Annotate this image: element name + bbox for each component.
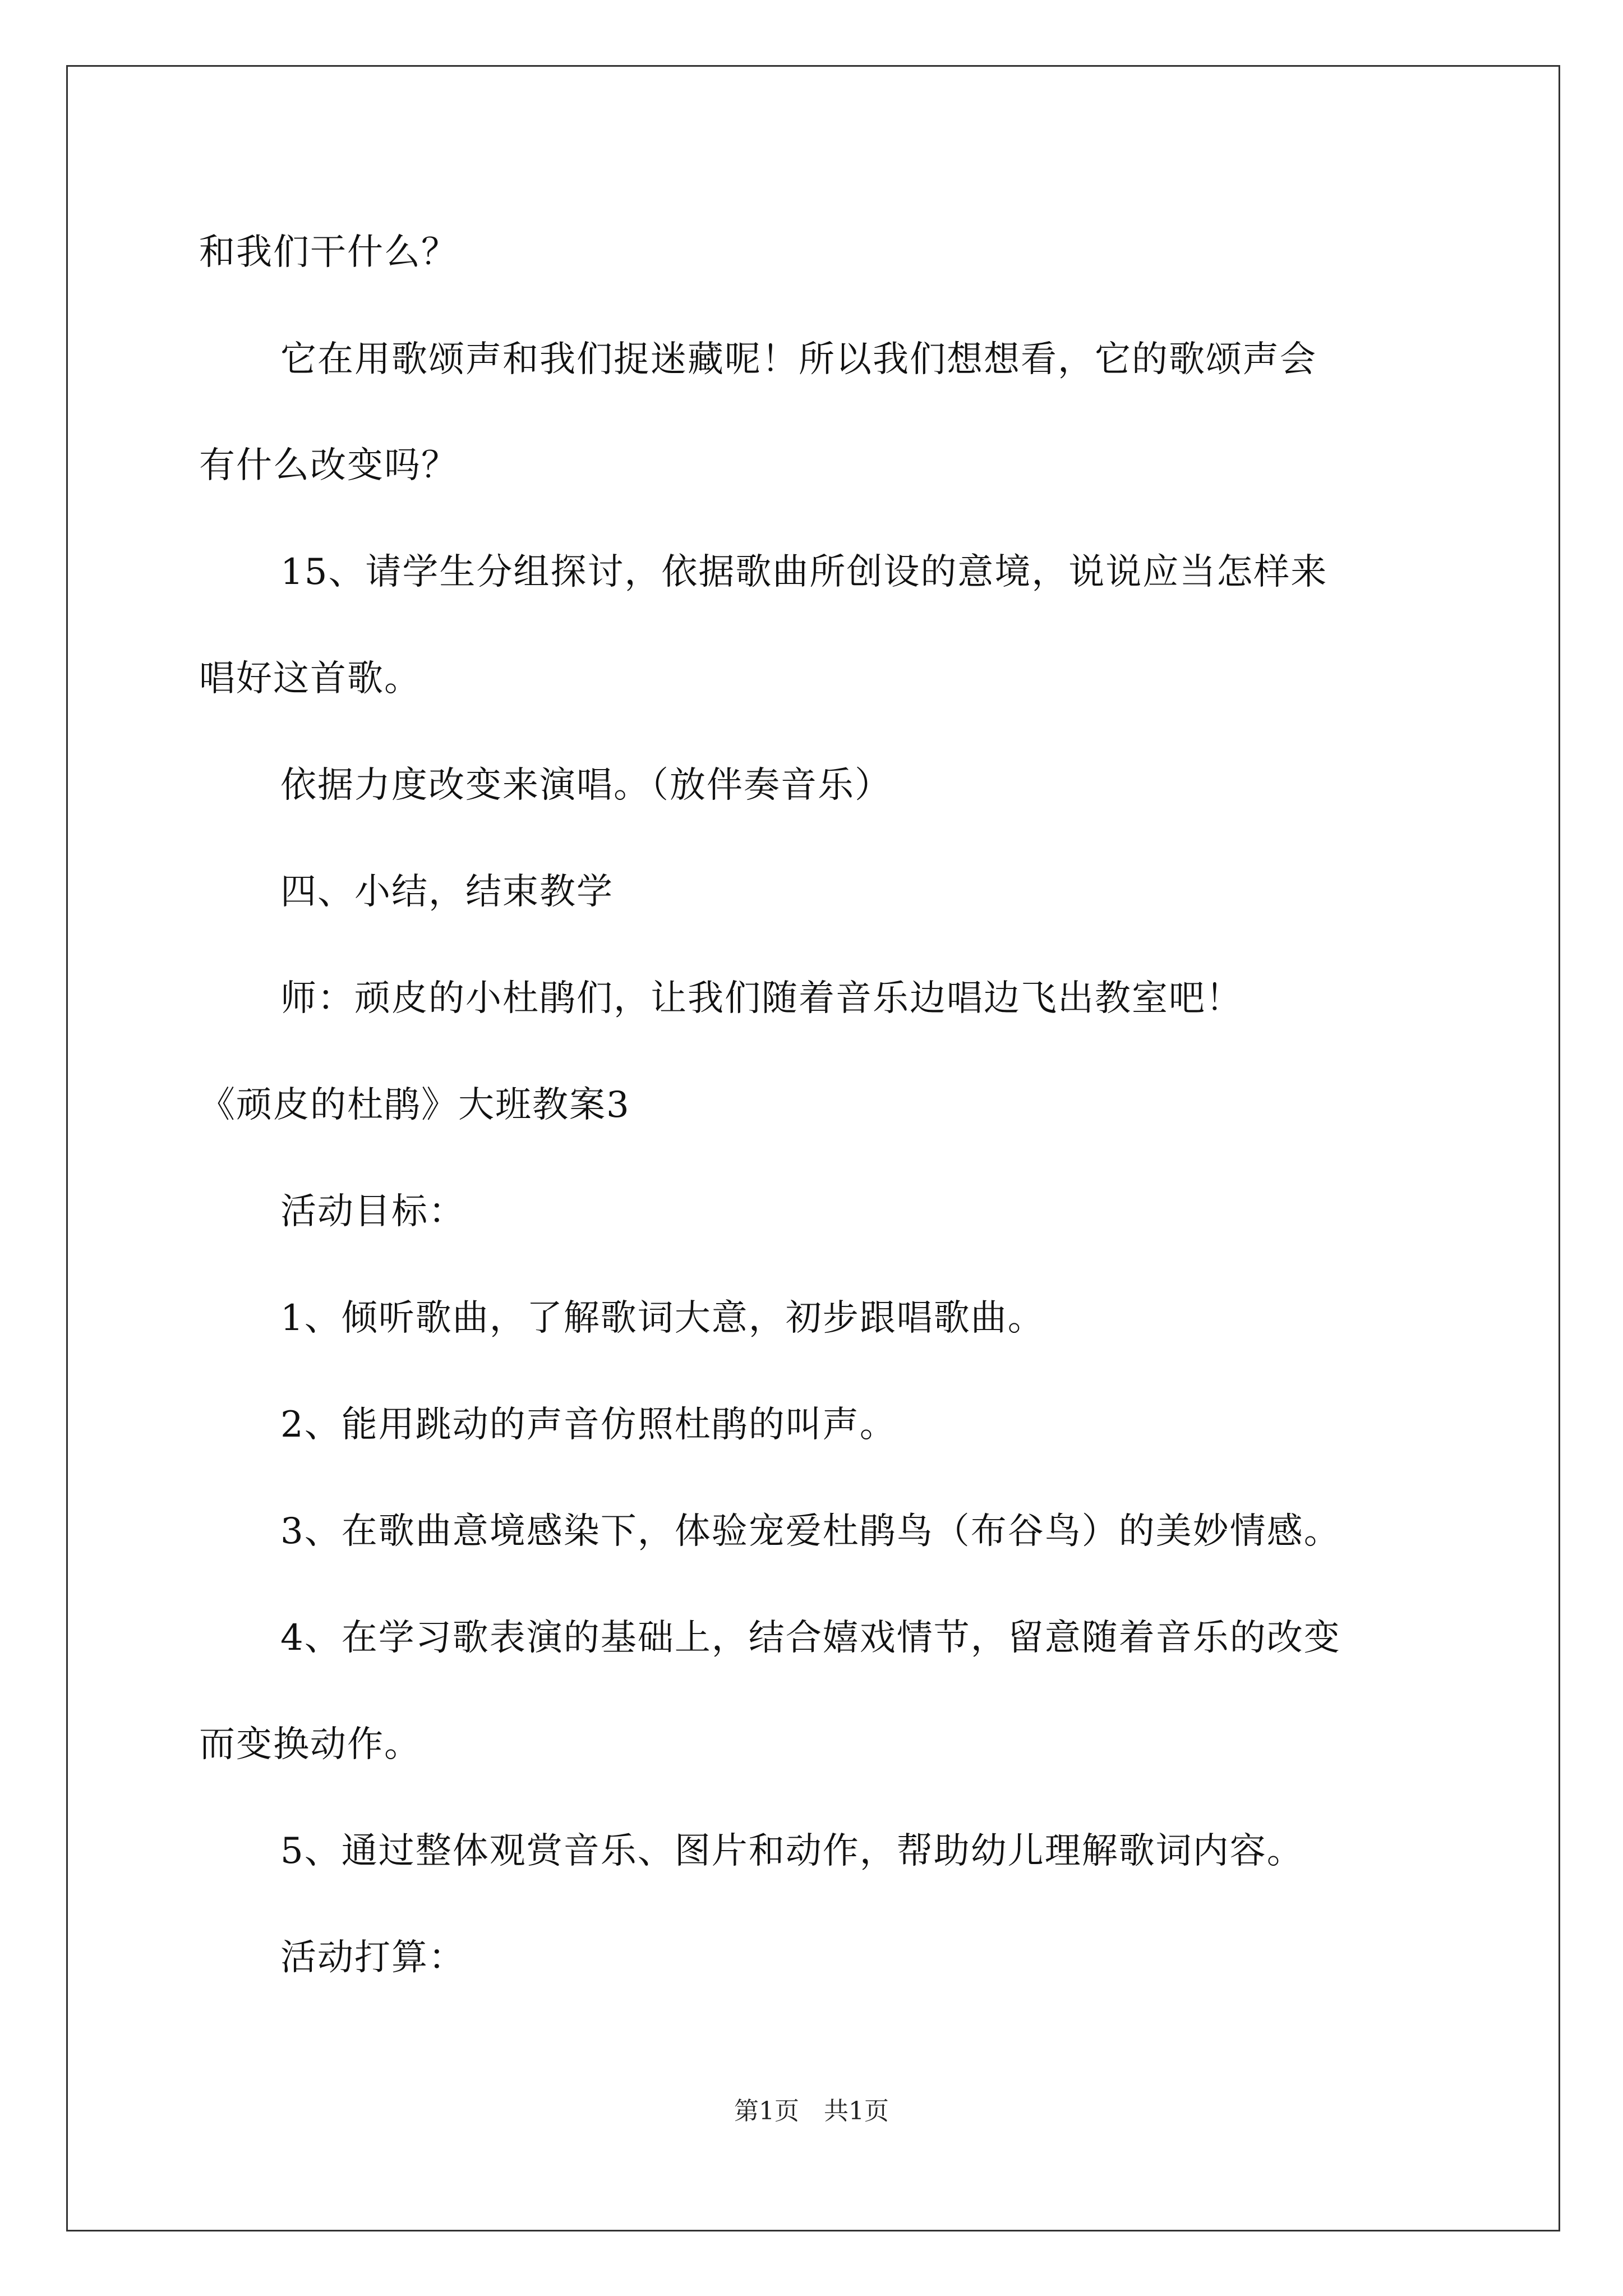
- text-line-5: 唱好这首歌。: [199, 658, 421, 700]
- goal-item-4: 4、在学习歌表演的基础上，结合嬉戏情节，留意随着音乐的改变: [280, 1617, 1341, 1659]
- goal-item-1: 1、倾听歌曲，了解歌词大意，初步跟唱歌曲。: [280, 1297, 1045, 1339]
- text-line-1: 和我们干什么？: [199, 232, 458, 273]
- goal-item-4-continued: 而变换动作。: [199, 1724, 421, 1765]
- page-border: [66, 65, 1560, 2231]
- text-line-6: 依据力度改变来演唱。（放伴奏音乐）: [280, 765, 892, 806]
- section-heading-summary: 四、小结，结束教学: [280, 871, 614, 913]
- page-footer: 第1页 共1页: [734, 2097, 889, 2125]
- text-line-3: 有什么改变吗？: [199, 445, 458, 486]
- text-line-4: 15、请学生分组探讨，依据歌曲所创设的意境，说说应当怎样来: [280, 551, 1328, 593]
- goal-item-3: 3、在歌曲意境感染下，体验宠爱杜鹃鸟（布谷鸟）的美妙情感。: [280, 1511, 1341, 1552]
- section-heading-preparation: 活动打算：: [280, 1937, 465, 1978]
- section-heading-goals: 活动目标：: [280, 1191, 465, 1232]
- text-line-8: 师：顽皮的小杜鹃们，让我们随着音乐边唱边飞出教室吧！: [280, 978, 1243, 1019]
- text-line-2: 它在用歌颂声和我们捉迷藏呢！所以我们想想看，它的歌颂声会: [280, 339, 1317, 380]
- goal-item-5: 5、通过整体观赏音乐、图片和动作，帮助幼儿理解歌词内容。: [280, 1830, 1304, 1872]
- lesson-title: 《顽皮的杜鹃》大班教案3: [199, 1084, 630, 1126]
- goal-item-2: 2、能用跳动的声音仿照杜鹃的叫声。: [280, 1404, 897, 1446]
